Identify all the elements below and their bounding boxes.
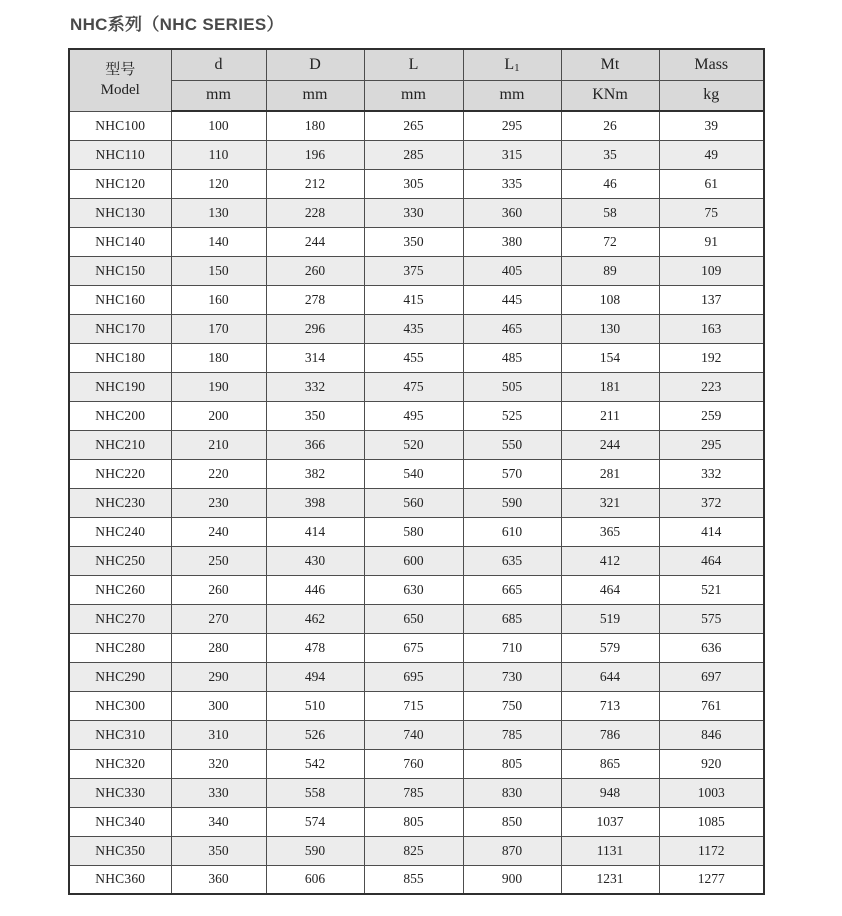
model-cell: NHC360 [69,865,171,894]
value-cell: 600 [364,546,463,575]
value-cell: 630 [364,575,463,604]
value-cell: 414 [266,517,364,546]
value-cell: 1085 [659,807,764,836]
table-row [69,198,764,227]
header-unit-Mass: kg [659,80,764,111]
value-cell: 685 [463,604,561,633]
value-cell: 850 [463,807,561,836]
table-row [69,749,764,778]
model-cell: NHC250 [69,546,171,575]
value-cell: 478 [266,633,364,662]
value-cell: 675 [364,633,463,662]
value-cell: 446 [266,575,364,604]
header-unit-d: mm [171,80,266,111]
model-cell: NHC180 [69,343,171,372]
table-row [69,372,764,401]
table-header [69,49,764,111]
value-cell: 1277 [659,865,764,894]
value-cell: 260 [171,575,266,604]
table-row [69,256,764,285]
model-cell: NHC320 [69,749,171,778]
value-cell: 320 [171,749,266,778]
value-cell: 464 [659,546,764,575]
value-cell: 244 [266,227,364,256]
table-row [69,285,764,314]
value-cell: 72 [561,227,659,256]
value-cell: 510 [266,691,364,720]
value-cell: 300 [171,691,266,720]
value-cell: 713 [561,691,659,720]
header-unit-L1: mm [463,80,561,111]
header-col-Mt: Mt [561,49,659,80]
table-row [69,720,764,749]
value-cell: 265 [364,111,463,140]
value-cell: 108 [561,285,659,314]
table-row [69,169,764,198]
value-cell: 846 [659,720,764,749]
value-cell: 920 [659,749,764,778]
value-cell: 39 [659,111,764,140]
table-row [69,546,764,575]
value-cell: 360 [171,865,266,894]
value-cell: 181 [561,372,659,401]
model-cell: NHC330 [69,778,171,807]
value-cell: 542 [266,749,364,778]
value-cell: 665 [463,575,561,604]
value-cell: 590 [266,836,364,865]
value-cell: 644 [561,662,659,691]
model-cell: NHC230 [69,488,171,517]
value-cell: 154 [561,343,659,372]
value-cell: 330 [171,778,266,807]
value-cell: 505 [463,372,561,401]
value-cell: 305 [364,169,463,198]
value-cell: 1131 [561,836,659,865]
value-cell: 948 [561,778,659,807]
header-model [69,49,171,111]
value-cell: 382 [266,459,364,488]
value-cell: 526 [266,720,364,749]
value-cell: 855 [364,865,463,894]
value-cell: 220 [171,459,266,488]
value-cell: 366 [266,430,364,459]
model-cell: NHC220 [69,459,171,488]
value-cell: 730 [463,662,561,691]
value-cell: 190 [171,372,266,401]
value-cell: 495 [364,401,463,430]
model-cell: NHC130 [69,198,171,227]
model-cell: NHC140 [69,227,171,256]
table-row [69,488,764,517]
value-cell: 58 [561,198,659,227]
table-row [69,430,764,459]
value-cell: 180 [171,343,266,372]
value-cell: 575 [659,604,764,633]
value-cell: 210 [171,430,266,459]
value-cell: 350 [266,401,364,430]
value-cell: 558 [266,778,364,807]
value-cell: 462 [266,604,364,633]
value-cell: 100 [171,111,266,140]
model-cell: NHC350 [69,836,171,865]
table-row [69,633,764,662]
value-cell: 332 [266,372,364,401]
value-cell: 244 [561,430,659,459]
header-col-L1: L1 [463,49,561,80]
value-cell: 695 [364,662,463,691]
model-cell: NHC100 [69,111,171,140]
value-cell: 715 [364,691,463,720]
value-cell: 560 [364,488,463,517]
value-cell: 180 [266,111,364,140]
table-row [69,401,764,430]
value-cell: 89 [561,256,659,285]
value-cell: 525 [463,401,561,430]
value-cell: 455 [364,343,463,372]
value-cell: 610 [463,517,561,546]
value-cell: 259 [659,401,764,430]
value-cell: 1003 [659,778,764,807]
value-cell: 163 [659,314,764,343]
model-cell: NHC300 [69,691,171,720]
value-cell: 521 [659,575,764,604]
value-cell: 160 [171,285,266,314]
table-body [69,111,764,894]
value-cell: 109 [659,256,764,285]
value-cell: 870 [463,836,561,865]
model-cell: NHC120 [69,169,171,198]
value-cell: 200 [171,401,266,430]
value-cell: 150 [171,256,266,285]
model-cell: NHC160 [69,285,171,314]
model-cell: NHC200 [69,401,171,430]
value-cell: 590 [463,488,561,517]
model-cell: NHC270 [69,604,171,633]
table-row [69,807,764,836]
value-cell: 485 [463,343,561,372]
model-cell: NHC190 [69,372,171,401]
header-unit-L: mm [364,80,463,111]
header-col-Mass: Mass [659,49,764,80]
value-cell: 280 [171,633,266,662]
header-row-units [69,80,764,111]
value-cell: 475 [364,372,463,401]
table-row [69,575,764,604]
value-cell: 414 [659,517,764,546]
table-row [69,459,764,488]
value-cell: 110 [171,140,266,169]
value-cell: 830 [463,778,561,807]
header-col-d: d [171,49,266,80]
header-unit-Mt: KNm [561,80,659,111]
value-cell: 330 [364,198,463,227]
value-cell: 350 [171,836,266,865]
header-unit-D: mm [266,80,364,111]
value-cell: 785 [364,778,463,807]
value-cell: 260 [266,256,364,285]
value-cell: 26 [561,111,659,140]
value-cell: 270 [171,604,266,633]
value-cell: 49 [659,140,764,169]
table-row [69,604,764,633]
model-cell: NHC110 [69,140,171,169]
nhc-spec-table [68,48,765,895]
value-cell: 35 [561,140,659,169]
value-cell: 760 [364,749,463,778]
table-row [69,836,764,865]
value-cell: 1037 [561,807,659,836]
value-cell: 365 [561,517,659,546]
value-cell: 579 [561,633,659,662]
header-col-L: L [364,49,463,80]
value-cell: 285 [364,140,463,169]
value-cell: 435 [364,314,463,343]
value-cell: 805 [463,749,561,778]
model-cell: NHC310 [69,720,171,749]
value-cell: 805 [364,807,463,836]
value-cell: 465 [463,314,561,343]
value-cell: 340 [171,807,266,836]
value-cell: 315 [463,140,561,169]
value-cell: 1231 [561,865,659,894]
value-cell: 332 [659,459,764,488]
value-cell: 310 [171,720,266,749]
value-cell: 230 [171,488,266,517]
header-col-D: D [266,49,364,80]
value-cell: 380 [463,227,561,256]
model-cell: NHC240 [69,517,171,546]
value-cell: 761 [659,691,764,720]
value-cell: 635 [463,546,561,575]
value-cell: 75 [659,198,764,227]
value-cell: 570 [463,459,561,488]
value-cell: 295 [659,430,764,459]
table-row [69,140,764,169]
value-cell: 295 [463,111,561,140]
model-cell: NHC340 [69,807,171,836]
value-cell: 405 [463,256,561,285]
value-cell: 412 [561,546,659,575]
header-row-labels [69,49,764,80]
value-cell: 91 [659,227,764,256]
value-cell: 750 [463,691,561,720]
model-cell: NHC150 [69,256,171,285]
value-cell: 192 [659,343,764,372]
value-cell: 398 [266,488,364,517]
value-cell: 494 [266,662,364,691]
model-cell: NHC280 [69,633,171,662]
value-cell: 415 [364,285,463,314]
value-cell: 865 [561,749,659,778]
table-row [69,343,764,372]
value-cell: 281 [561,459,659,488]
value-cell: 740 [364,720,463,749]
value-cell: 61 [659,169,764,198]
value-cell: 170 [171,314,266,343]
model-cell: NHC170 [69,314,171,343]
value-cell: 240 [171,517,266,546]
value-cell: 211 [561,401,659,430]
value-cell: 137 [659,285,764,314]
table-row [69,865,764,894]
model-cell: NHC260 [69,575,171,604]
page-title: NHC系列（NHC SERIES） [70,15,284,34]
value-cell: 519 [561,604,659,633]
value-cell: 550 [463,430,561,459]
table-row [69,111,764,140]
model-cell: NHC210 [69,430,171,459]
value-cell: 321 [561,488,659,517]
value-cell: 785 [463,720,561,749]
value-cell: 697 [659,662,764,691]
value-cell: 296 [266,314,364,343]
value-cell: 314 [266,343,364,372]
table-row [69,691,764,720]
value-cell: 540 [364,459,463,488]
value-cell: 223 [659,372,764,401]
table-row [69,227,764,256]
value-cell: 140 [171,227,266,256]
value-cell: 710 [463,633,561,662]
value-cell: 430 [266,546,364,575]
value-cell: 825 [364,836,463,865]
value-cell: 580 [364,517,463,546]
table-row [69,662,764,691]
value-cell: 350 [364,227,463,256]
table-row [69,517,764,546]
value-cell: 445 [463,285,561,314]
value-cell: 520 [364,430,463,459]
value-cell: 46 [561,169,659,198]
value-cell: 250 [171,546,266,575]
value-cell: 335 [463,169,561,198]
value-cell: 1172 [659,836,764,865]
table-row [69,778,764,807]
model-cell: NHC290 [69,662,171,691]
header-model-en: Model [100,82,140,99]
value-cell: 360 [463,198,561,227]
value-cell: 606 [266,865,364,894]
value-cell: 120 [171,169,266,198]
value-cell: 130 [171,198,266,227]
value-cell: 290 [171,662,266,691]
value-cell: 464 [561,575,659,604]
value-cell: 636 [659,633,764,662]
value-cell: 228 [266,198,364,227]
value-cell: 372 [659,488,764,517]
value-cell: 574 [266,807,364,836]
value-cell: 650 [364,604,463,633]
value-cell: 212 [266,169,364,198]
value-cell: 130 [561,314,659,343]
value-cell: 375 [364,256,463,285]
value-cell: 900 [463,865,561,894]
header-model-zh: 型号 [105,62,136,78]
value-cell: 786 [561,720,659,749]
value-cell: 278 [266,285,364,314]
value-cell: 196 [266,140,364,169]
table-row [69,314,764,343]
